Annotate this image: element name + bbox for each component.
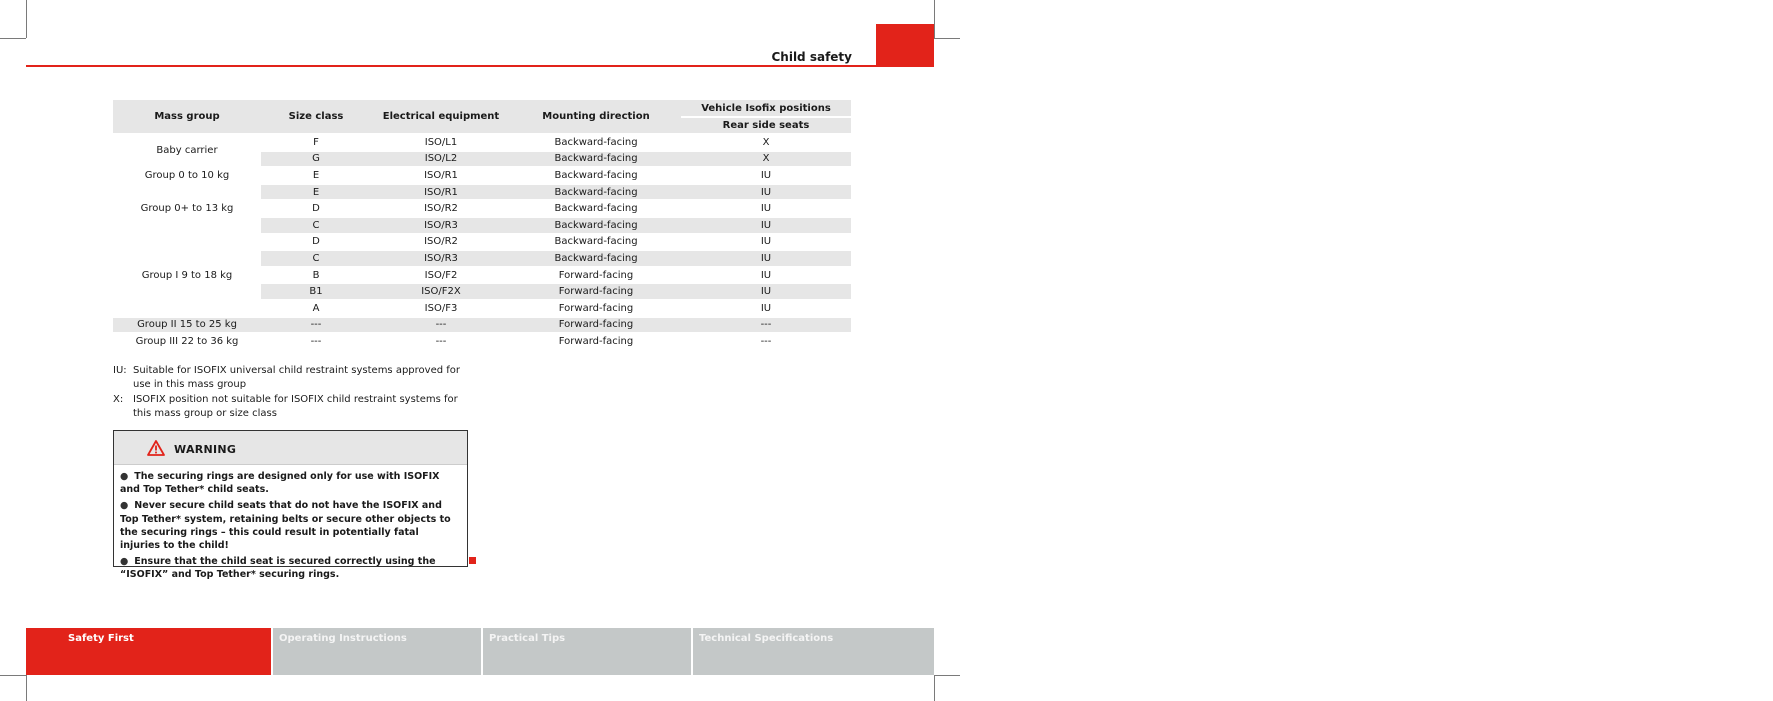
col-header-mounting-direction: Mounting direction: [511, 100, 681, 134]
warning-box: [113, 430, 468, 581]
footer-tab-practical-tips[interactable]: Practical Tips: [483, 628, 691, 675]
position-cell: IU: [681, 300, 851, 317]
position-cell: IU: [681, 200, 851, 217]
table-row: [113, 167, 851, 184]
page-number-tab: [876, 24, 1773, 67]
section-title: Child safety: [771, 50, 852, 64]
warning-item: [120, 499, 460, 552]
position-cell: X: [681, 134, 851, 151]
crop-mark: [934, 675, 960, 676]
crop-mark: [934, 38, 960, 39]
position-cell: IU: [681, 250, 851, 267]
size-class-cell: ---: [261, 333, 371, 350]
mass-group-cell: Group 0+ to 13 kg: [113, 184, 261, 234]
crop-mark: [934, 675, 935, 701]
crop-mark: [26, 0, 27, 38]
size-class-cell: G: [261, 151, 371, 168]
footer-tab-operating-instructions[interactable]: Operating Instructions: [273, 628, 481, 675]
warning-triangle-icon: [147, 440, 165, 456]
position-cell: IU: [681, 283, 851, 300]
direction-cell: Forward-facing: [511, 317, 681, 334]
equipment-cell: ISO/R3: [371, 217, 511, 234]
crop-mark: [0, 38, 26, 39]
col-header-rear-side-seats: Rear side seats: [681, 117, 851, 134]
equipment-cell: ISO/R2: [371, 234, 511, 251]
header-rule: [26, 65, 934, 67]
footer-tab-safety-first[interactable]: Safety First: [26, 628, 271, 675]
col-header-electrical-equipment: Electrical equipment: [371, 100, 511, 134]
col-header-size-class: Size class: [261, 100, 371, 134]
isofix-table: [113, 100, 851, 351]
position-cell: IU: [681, 234, 851, 251]
direction-cell: Backward-facing: [511, 184, 681, 201]
table-row: [113, 333, 851, 350]
note-key: IU:: [113, 365, 127, 376]
size-class-cell: E: [261, 184, 371, 201]
warning-title: WARNING: [174, 443, 237, 456]
mass-group-cell: Group I 9 to 18 kg: [113, 234, 261, 317]
equipment-cell: ---: [371, 317, 511, 334]
direction-cell: Forward-facing: [511, 267, 681, 284]
direction-cell: Backward-facing: [511, 151, 681, 168]
warning-text: The securing rings are designed only for use with ISOFIX and Top Tether* child seats.: [120, 471, 440, 496]
direction-cell: Backward-facing: [511, 167, 681, 184]
table-row: [113, 134, 851, 151]
note-item: [113, 364, 473, 391]
mass-group-cell: Group II 15 to 25 kg: [113, 317, 261, 334]
direction-cell: Backward-facing: [511, 234, 681, 251]
warning-item: [120, 470, 460, 496]
warning-text: Never secure child seats that do not have the ISOFIX and Top Tether* system, retaining belts or secure other objects to the securing rings – this could result in potentially fatal injuries to the child!: [120, 500, 451, 552]
warning-item: [120, 555, 460, 581]
size-class-cell: E: [261, 167, 371, 184]
equipment-cell: ISO/R2: [371, 200, 511, 217]
bullet-icon: ●: [120, 471, 129, 482]
bullet-icon: ●: [120, 556, 129, 568]
position-cell: IU: [681, 167, 851, 184]
position-cell: X: [681, 151, 851, 168]
direction-cell: Forward-facing: [511, 300, 681, 317]
equipment-cell: ISO/R1: [371, 184, 511, 201]
bullet-icon: ●: [120, 500, 129, 512]
size-class-cell: A: [261, 300, 371, 317]
table-row: [113, 234, 851, 251]
size-class-cell: D: [261, 200, 371, 217]
equipment-cell: ISO/R1: [371, 167, 511, 184]
direction-cell: Forward-facing: [511, 333, 681, 350]
position-cell: ---: [681, 317, 851, 334]
size-class-cell: C: [261, 250, 371, 267]
footer-nav: [26, 628, 934, 675]
warning-header: [114, 431, 467, 465]
direction-cell: Backward-facing: [511, 217, 681, 234]
equipment-cell: ISO/F2X: [371, 283, 511, 300]
note-key: X:: [113, 394, 124, 405]
size-class-cell: C: [261, 217, 371, 234]
equipment-cell: ISO/L2: [371, 151, 511, 168]
note-text: Suitable for ISOFIX universal child restraint systems approved for use in this mass group: [133, 365, 460, 390]
equipment-cell: ISO/R3: [371, 250, 511, 267]
equipment-cell: ISO/F2: [371, 267, 511, 284]
table-row: [113, 317, 851, 334]
crop-mark: [26, 675, 27, 701]
position-cell: IU: [681, 267, 851, 284]
mass-group-cell: Baby carrier: [113, 134, 261, 167]
col-header-vehicle-positions: Vehicle Isofix positions: [681, 100, 851, 117]
size-class-cell: B1: [261, 283, 371, 300]
direction-cell: Forward-facing: [511, 283, 681, 300]
page-number: 53: [1756, 51, 1773, 65]
position-cell: ---: [681, 333, 851, 350]
size-class-cell: ---: [261, 317, 371, 334]
equipment-cell: ISO/L1: [371, 134, 511, 151]
footer-tab-technical-specifications[interactable]: Technical Specifications: [693, 628, 934, 675]
col-header-mass-group: Mass group: [113, 100, 261, 134]
position-cell: IU: [681, 184, 851, 201]
warning-body: [114, 465, 467, 582]
equipment-cell: ISO/F3: [371, 300, 511, 317]
direction-cell: Backward-facing: [511, 200, 681, 217]
warning-text: Ensure that the child seat is secured correctly using the “ISOFIX” and Top Tether* securing rings.: [120, 556, 436, 581]
equipment-cell: ---: [371, 333, 511, 350]
legend-notes: [113, 364, 473, 422]
note-text: ISOFIX position not suitable for ISOFIX child restraint systems for this mass group or size class: [133, 394, 458, 419]
direction-cell: Backward-facing: [511, 250, 681, 267]
size-class-cell: F: [261, 134, 371, 151]
mass-group-cell: Group III 22 to 36 kg: [113, 333, 261, 350]
size-class-cell: D: [261, 234, 371, 251]
note-item: [113, 393, 473, 420]
position-cell: IU: [681, 217, 851, 234]
size-class-cell: B: [261, 267, 371, 284]
section-end-marker: [469, 557, 476, 564]
crop-mark: [0, 675, 26, 676]
direction-cell: Backward-facing: [511, 134, 681, 151]
crop-mark: [934, 0, 935, 38]
table-row: [113, 184, 851, 201]
mass-group-cell: Group 0 to 10 kg: [113, 167, 261, 184]
